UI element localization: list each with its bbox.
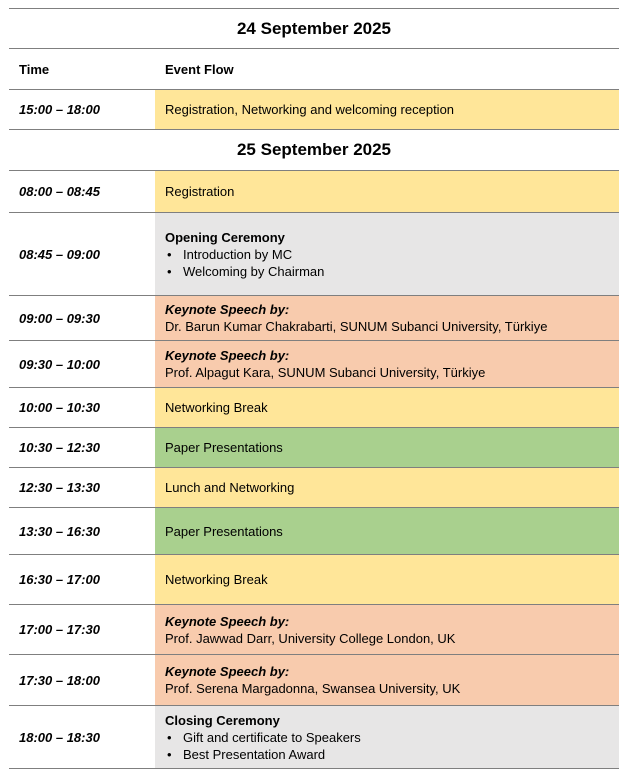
column-header-event-flow: Event Flow — [165, 61, 234, 77]
time-cell: 10:00 – 10:30 — [19, 400, 100, 415]
table-row — [9, 605, 619, 655]
event-cell — [155, 341, 619, 387]
event-cell: Paper Presentations — [155, 428, 619, 467]
table-row — [9, 213, 619, 296]
event-schedule-table — [9, 8, 619, 769]
time-cell: 17:30 – 18:00 — [19, 672, 100, 688]
list-item: • Best Presentation Award — [165, 746, 619, 763]
table-row — [9, 296, 619, 341]
event-cell — [155, 605, 619, 654]
time-cell: 09:00 – 09:30 — [19, 310, 100, 326]
time-cell: 16:30 – 17:00 — [19, 572, 100, 587]
table-row — [9, 508, 619, 555]
table-row — [9, 706, 619, 769]
event-cell: Paper Presentations — [155, 508, 619, 554]
list-item: • Gift and certificate to Speakers — [165, 729, 619, 746]
event-cell: Lunch and Networking — [155, 468, 619, 507]
day-title: 24 September 2025 — [236, 18, 392, 38]
event-cell — [155, 706, 619, 768]
event-cell: Registration, Networking and welcoming reception — [155, 90, 619, 129]
event-cell: Networking Break — [155, 388, 619, 427]
time-cell: 15:00 – 18:00 — [19, 102, 100, 117]
event-cell: Registration — [155, 171, 619, 212]
table-header-row — [9, 49, 619, 90]
table-row — [9, 468, 619, 508]
day-title: 25 September 2025 — [236, 140, 392, 159]
time-cell: 17:00 – 17:30 — [19, 622, 100, 637]
event-title: Opening Ceremony — [165, 229, 285, 245]
column-header-time: Time — [19, 61, 50, 77]
table-row — [9, 428, 619, 468]
event-title: Keynote Speech by: — [165, 664, 290, 679]
event-cell — [155, 296, 619, 340]
time-cell: 18:00 – 18:30 — [19, 729, 100, 745]
event-title: Keynote Speech by: — [165, 613, 290, 629]
table-row — [9, 90, 619, 130]
table-row — [9, 388, 619, 428]
day-heading — [9, 8, 619, 49]
event-title: Keynote Speech by: — [165, 348, 290, 363]
day-heading — [9, 130, 619, 171]
table-row — [9, 555, 619, 605]
event-title: Closing Ceremony — [165, 712, 280, 728]
event-cell — [155, 213, 619, 295]
event-cell: Networking Break — [155, 555, 619, 604]
event-item-list — [165, 729, 619, 763]
table-row — [9, 341, 619, 388]
time-cell: 08:45 – 09:00 — [19, 246, 100, 262]
list-item: • Introduction by MC — [165, 246, 619, 263]
time-cell: 10:30 – 12:30 — [19, 440, 100, 455]
event-title: Keynote Speech by: — [165, 302, 290, 317]
speaker-name: Prof. Jawwad Darr, University College London, UK — [165, 630, 456, 646]
event-item-list — [165, 246, 619, 280]
time-cell: 08:00 – 08:45 — [19, 184, 100, 199]
list-item: • Welcoming by Chairman — [165, 263, 619, 280]
speaker-name: Dr. Barun Kumar Chakrabarti, SUNUM Subanci University, Türkiye — [165, 319, 548, 334]
speaker-name: Prof. Alpagut Kara, SUNUM Subanci University, Türkiye — [165, 365, 486, 380]
table-row — [9, 171, 619, 213]
time-cell: 13:30 – 16:30 — [19, 523, 100, 539]
time-cell: 09:30 – 10:00 — [19, 356, 100, 372]
speaker-name: Prof. Serena Margadonna, Swansea University, UK — [165, 681, 461, 696]
event-cell — [155, 655, 619, 705]
time-cell: 12:30 – 13:30 — [19, 480, 100, 495]
table-row — [9, 655, 619, 706]
